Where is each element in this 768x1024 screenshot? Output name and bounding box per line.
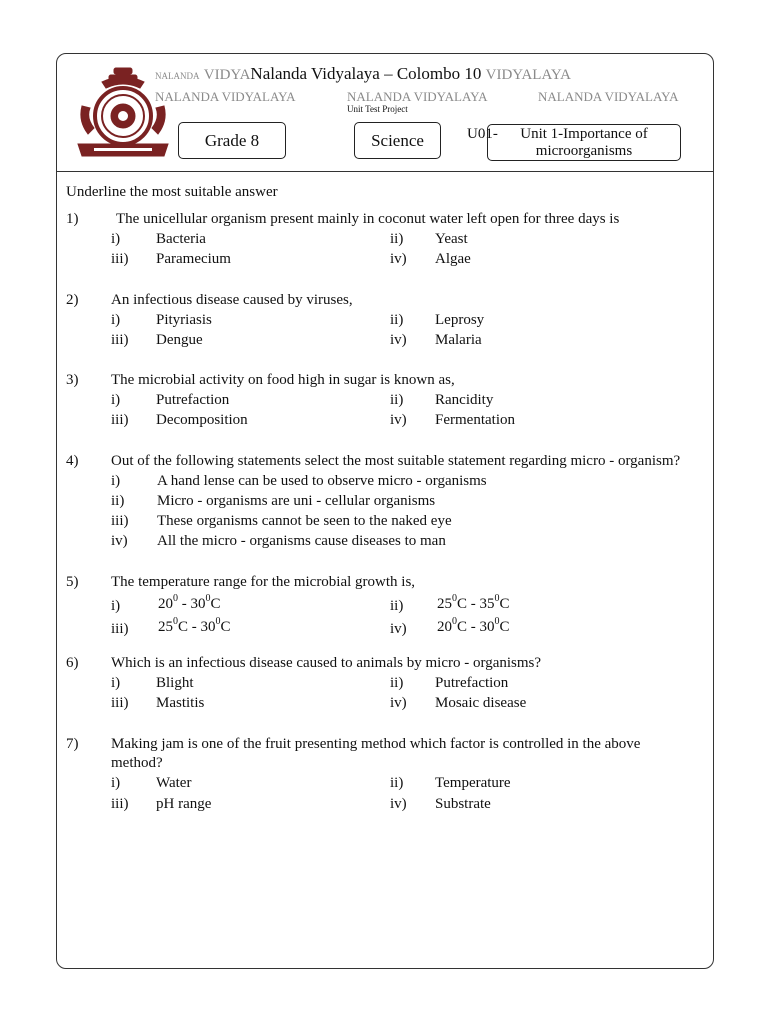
question-number: 4): [66, 453, 79, 469]
temp-unit: C: [499, 619, 510, 635]
option-marker: iii): [111, 513, 129, 529]
option-marker: ii): [390, 231, 404, 247]
header-tail-text: VIDYALAYA: [485, 67, 571, 83]
question-text: The temperature range for the microbial growth is,: [111, 574, 416, 590]
option-marker: i): [111, 473, 121, 489]
option-text[interactable]: Substrate: [435, 796, 491, 812]
option-marker: i): [111, 675, 121, 691]
option-text[interactable]: All the micro - organisms cause diseases to man: [157, 533, 446, 549]
option-text[interactable]: $25^0C - 35^0C$: [437, 593, 510, 612]
question-number: 5): [66, 574, 79, 590]
question-number: 2): [66, 292, 79, 308]
subject-box: [354, 122, 441, 159]
degree-symbol: 0: [205, 593, 211, 604]
unit-code: U01-: [467, 126, 498, 142]
grade-box: [178, 122, 286, 159]
option-marker: iv): [390, 332, 407, 348]
header-small-text: NALANDA: [155, 71, 200, 81]
temp-unit: C: [220, 619, 231, 635]
degree-symbol: 0: [173, 593, 178, 604]
option-marker: i): [111, 231, 121, 247]
option-text[interactable]: Rancidity: [435, 392, 494, 408]
question-number: 6): [66, 655, 79, 671]
option-text[interactable]: These organisms cannot be seen to the naked eye: [157, 513, 452, 529]
temp-high: 30: [479, 619, 495, 635]
option-marker: iv): [390, 621, 407, 637]
degree-symbol: 0: [215, 616, 221, 627]
question-text: The microbial activity on food high in sugar is known as,: [111, 372, 455, 388]
option-text[interactable]: Fermentation: [435, 412, 515, 428]
option-marker: iii): [111, 332, 129, 348]
option-text[interactable]: Dengue: [156, 332, 203, 348]
option-text[interactable]: $20^0 - 30^0C$: [158, 593, 221, 612]
question-text: Making jam is one of the fruit presenting method which factor is controlled in the above: [111, 736, 641, 752]
option-marker: i): [111, 775, 121, 791]
option-marker: ii): [390, 392, 404, 408]
degree-symbol: 0: [452, 593, 457, 604]
option-text[interactable]: Bacteria: [156, 231, 206, 247]
temp-unit: C: [210, 596, 221, 612]
question-number: 3): [66, 372, 79, 388]
question-text: An infectious disease caused by viruses,: [111, 292, 353, 308]
option-marker: iii): [111, 695, 129, 711]
option-text[interactable]: pH range: [156, 796, 212, 812]
option-marker: iv): [390, 695, 407, 711]
option-text[interactable]: $25^0C - 30^0C$: [158, 616, 231, 635]
option-marker: ii): [111, 493, 125, 509]
option-text[interactable]: Malaria: [435, 332, 482, 348]
option-marker: ii): [390, 598, 404, 614]
grade-label: Grade 8: [204, 131, 260, 150]
temp-low: 20: [158, 596, 173, 612]
temp-unit: C: [499, 596, 510, 612]
option-marker: iv): [390, 412, 407, 428]
option-text[interactable]: Yeast: [435, 231, 468, 247]
degree-symbol: 0: [494, 593, 500, 604]
degree-symbol: 0: [494, 616, 500, 627]
temp-unit: C: [178, 619, 189, 635]
temp-low: 25: [158, 619, 173, 635]
watermark-text-1: NALANDA VIDYALAYA: [155, 89, 296, 104]
temp-high: 30: [190, 596, 206, 612]
temp-unit: C: [457, 619, 468, 635]
option-marker: iv): [111, 533, 128, 549]
option-marker: iv): [390, 796, 407, 812]
question-text: The unicellular organism present mainly in coconut water left open for three days is: [116, 211, 620, 227]
temp-unit: C: [457, 596, 468, 612]
option-text[interactable]: Micro - organisms are uni - cellular organisms: [157, 493, 436, 509]
school-name: Nalanda Vidyalaya – Colombo 10: [250, 64, 482, 83]
option-marker: iii): [111, 412, 129, 428]
option-marker: ii): [390, 775, 404, 791]
option-marker: ii): [390, 312, 404, 328]
question-text: Out of the following statements select the most suitable statement regarding micro - organism?: [111, 453, 681, 469]
option-text[interactable]: Algae: [435, 251, 471, 267]
option-text[interactable]: Paramecium: [156, 251, 231, 267]
option-text[interactable]: $20^0C - 30^0C$: [437, 616, 510, 635]
temp-high: 35: [479, 596, 495, 612]
watermark-text-2: NALANDA VIDYALAYA: [347, 89, 488, 104]
degree-symbol: 0: [173, 616, 178, 627]
temp-high: 30: [200, 619, 216, 635]
option-text[interactable]: Leprosy: [435, 312, 485, 328]
option-marker: iii): [111, 796, 129, 812]
option-marker: iv): [390, 251, 407, 267]
option-marker: i): [111, 598, 121, 614]
option-text[interactable]: Mastitis: [156, 695, 205, 711]
option-text[interactable]: Pityriasis: [156, 312, 212, 328]
unit-title-line2: microorganisms: [535, 143, 633, 159]
option-marker: iii): [111, 621, 129, 637]
project-label: Unit Test Project: [347, 104, 408, 114]
option-text[interactable]: Temperature: [435, 775, 511, 791]
question-text: Which is an infectious disease caused to animals by micro - organisms?: [111, 655, 542, 671]
degree-symbol: 0: [452, 616, 457, 627]
question-number: 1): [66, 211, 79, 227]
option-marker: i): [111, 312, 121, 328]
unit-box: [487, 124, 681, 161]
temp-low: 20: [437, 619, 452, 635]
option-text[interactable]: Putrefaction: [156, 392, 230, 408]
option-marker: i): [111, 392, 121, 408]
temp-low: 25: [437, 596, 452, 612]
option-text[interactable]: Putrefaction: [435, 675, 509, 691]
subject-label: Science: [371, 131, 424, 150]
school-header: [155, 63, 571, 87]
header-vidya-text: VIDYA: [203, 67, 251, 83]
unit-title-line1: Unit 1-Importance of: [520, 126, 648, 142]
option-text[interactable]: Decomposition: [156, 412, 248, 428]
header-divider: [56, 171, 714, 172]
option-marker: iii): [111, 251, 129, 267]
option-text[interactable]: Blight: [156, 675, 194, 691]
watermark-text-3: NALANDA VIDYALAYA: [538, 89, 679, 104]
option-marker: ii): [390, 675, 404, 691]
question-number: 7): [66, 736, 79, 752]
option-text[interactable]: Mosaic disease: [435, 695, 527, 711]
option-text[interactable]: Water: [156, 775, 192, 791]
option-text[interactable]: A hand lense can be used to observe micro - organisms: [157, 473, 487, 489]
instruction-text: Underline the most suitable answer: [66, 184, 278, 200]
question-text-continued: method?: [111, 755, 163, 771]
